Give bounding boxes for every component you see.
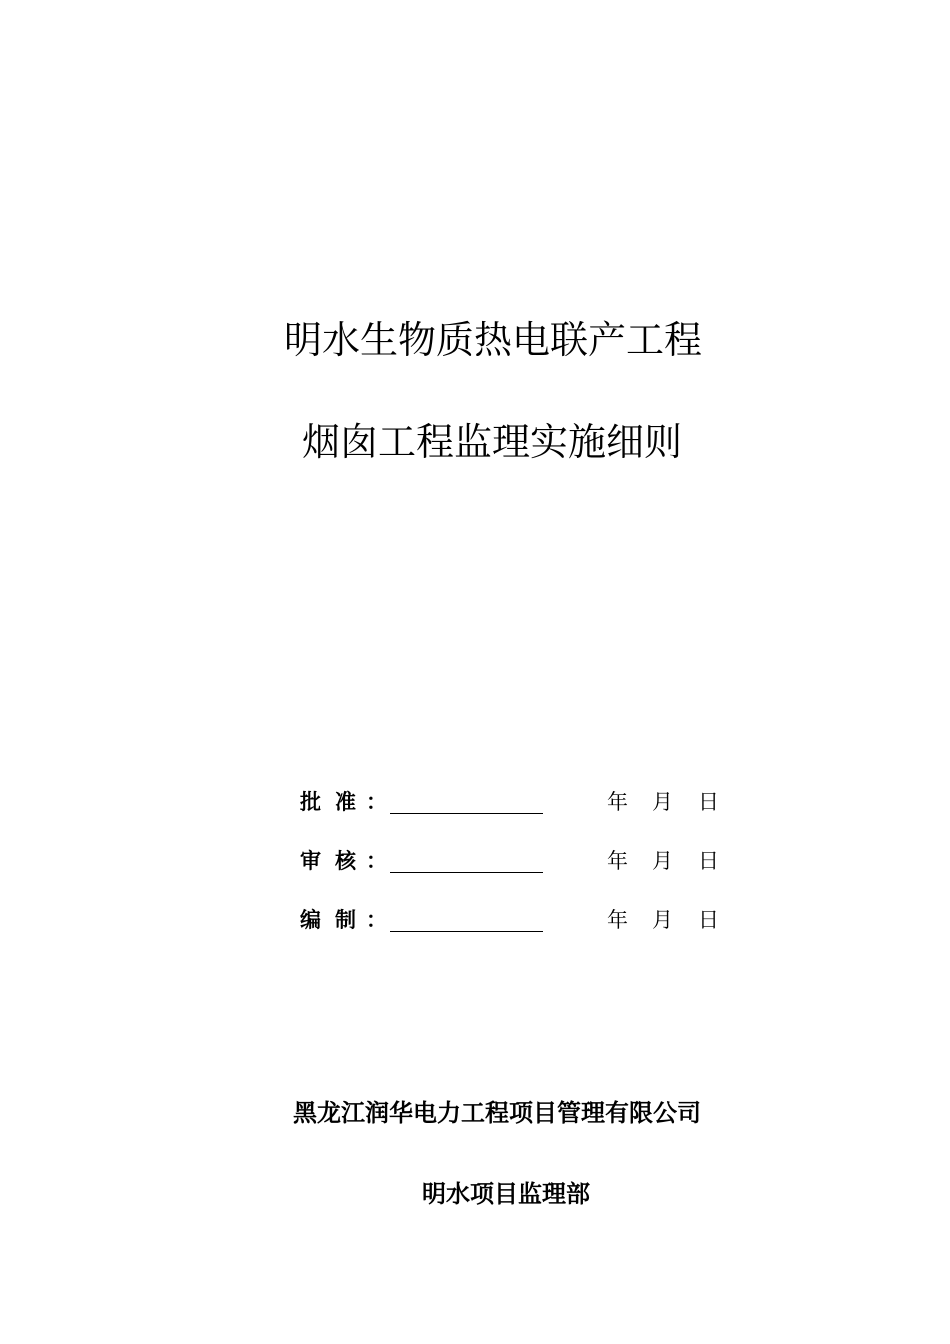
compile-label: 编制 [300,908,370,932]
review-label: 审核 [300,849,370,873]
compile-day-label: 日 [698,908,719,932]
approval-year-label: 年 [607,790,628,814]
document-title-line-2: 烟囱工程监理实施细则 [302,420,683,464]
review-year-label: 年 [607,849,628,873]
review-row [300,846,730,876]
compile-row [300,905,730,935]
approval-day-label: 日 [698,790,719,814]
compile-month-label: 月 [652,908,673,932]
approval-signature-line [390,813,543,814]
document-title-line-1: 明水生物质热电联产工程 [284,318,703,362]
approval-month-label: 月 [652,790,673,814]
approval-label: 批准 [300,790,370,814]
compile-signature-line [390,931,543,932]
department-name: 明水项目监理部 [422,1180,590,1208]
company-name: 黑龙江润华电力工程项目管理有限公司 [293,1099,701,1127]
review-signature-line [390,872,543,873]
review-day-label: 日 [698,849,719,873]
review-colon: ： [366,849,387,873]
review-month-label: 月 [652,849,673,873]
compile-year-label: 年 [607,908,628,932]
approval-colon: ： [366,790,387,814]
compile-colon: ： [366,908,387,932]
approval-row [300,787,730,817]
